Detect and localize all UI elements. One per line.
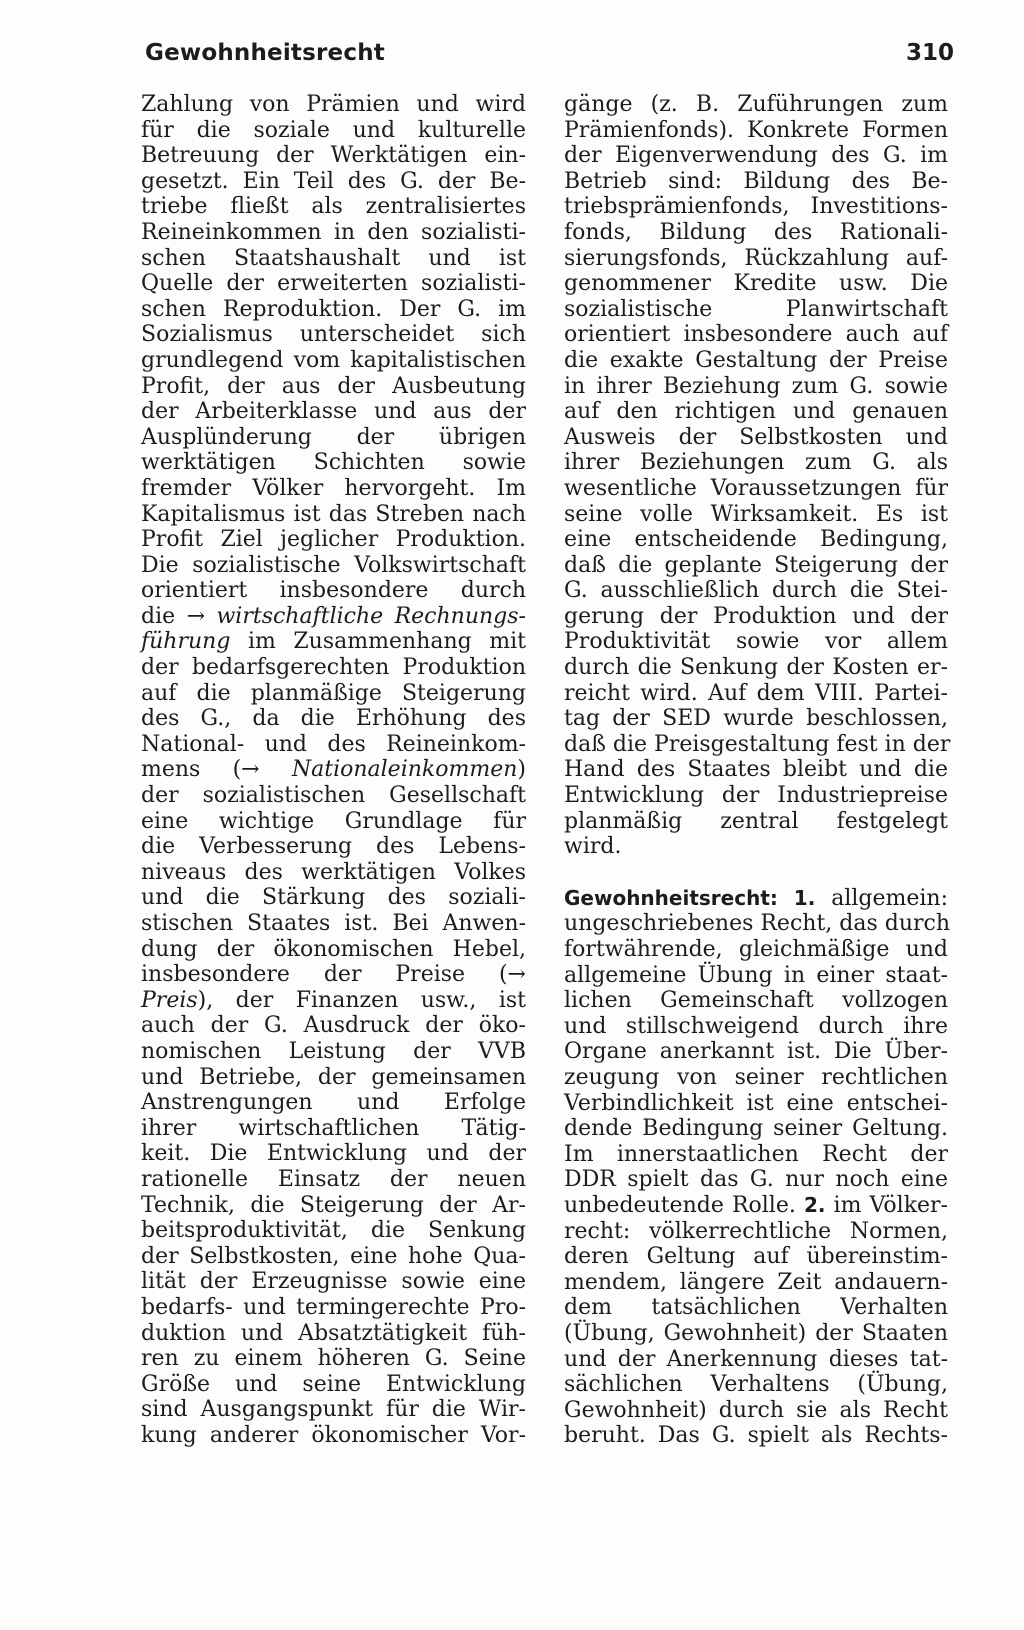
text-line: genommener Kredite usw. Die [564, 271, 948, 297]
text-line: kung anderer ökonomischer Vor- [141, 1422, 526, 1448]
text-line: führung im Zusammenhang mit [141, 629, 526, 655]
text-line: Sozialismus unterscheidet sich [141, 322, 526, 348]
text-line: Die sozialistische Volkswirtschaft [141, 552, 526, 578]
text-line: nomischen Leistung der VVB [141, 1038, 526, 1064]
text-line: auf den richtigen und genauen [564, 399, 948, 425]
page-number: 310 [905, 40, 954, 66]
text-line: gesetzt. Ein Teil des G. der Be- [141, 168, 526, 194]
text-line: Größe und seine Entwicklung [141, 1371, 526, 1397]
text-line: zeugung von seiner rechtlichen [564, 1064, 948, 1090]
cross-reference: führung [141, 629, 231, 655]
text-line: eine wichtige Grundlage für [141, 808, 526, 834]
text-line: stischen Staates ist. Bei Anwen- [141, 911, 526, 936]
text-line: Quelle der erweiterten sozialisti- [141, 271, 526, 297]
text-line: und Betriebe, der gemeinsamen [141, 1064, 526, 1090]
text-line: grundlegend vom kapitalistischen [141, 347, 526, 373]
text-line: niveaus des werktätigen Volkes [141, 859, 526, 885]
text-line: ihrer Beziehungen zum G. als [564, 450, 948, 476]
text-line: Entwicklung der Industriepreise [564, 783, 948, 809]
text-line: Kapitalismus ist das Streben nach [141, 501, 526, 527]
text-line: sind Ausgangspunkt für die Wir- [141, 1397, 526, 1423]
text-line: der bedarfsgerechten Produktion [141, 655, 526, 681]
text-line: lichen Gemeinschaft vollzogen [564, 988, 948, 1014]
text-line: duktion und Absatztätigkeit füh- [141, 1320, 526, 1346]
text-line: reicht wird. Auf dem VIII. Partei- [564, 680, 948, 706]
text-line: Ausweis der Selbstkosten und [564, 424, 948, 450]
text-line: Organe anerkannt ist. Die Über- [564, 1039, 948, 1065]
text-line: daß die geplante Steigerung der [564, 552, 948, 578]
text-line: und stillschweigend durch ihre [564, 1013, 948, 1039]
text-line: die exakte Gestaltung der Preise [564, 347, 948, 373]
text-line: beitsproduktivität, die Senkung [141, 1218, 526, 1244]
text-line: auch der G. Ausdruck der öko- [141, 1013, 526, 1039]
text-line: orientiert insbesondere durch [141, 578, 526, 604]
entry-text-block-a [564, 911, 951, 1193]
text-line: Betreuung der Werktätigen ein- [141, 143, 526, 169]
text-line: (Übung, Gewohnheit) der Staaten [564, 1320, 948, 1346]
text-line: die Verbesserung des Lebens- [141, 834, 526, 860]
left-text-block-c [141, 783, 526, 988]
sense-number: 1. [793, 885, 816, 910]
text-line: gänge (z. B. Zuführungen zum [564, 92, 948, 117]
text-line: planmäßig zentral festgelegt [564, 808, 948, 834]
cross-reference: Preis [141, 987, 198, 1013]
text-line: dem tatsächlichen Verhalten [564, 1295, 948, 1321]
text-line: ihrer wirtschaftlichen Tätig- [141, 1115, 526, 1141]
text-line: Verbindlichkeit ist eine entschei- [564, 1090, 948, 1116]
text-line: und die Stärkung des soziali- [141, 885, 526, 911]
left-text-block-a [141, 92, 526, 604]
text-line: keit. Die Entwicklung und der [141, 1141, 526, 1167]
left-text-block-d [141, 1013, 526, 1448]
left-text-block-b [141, 655, 526, 757]
entry-headword: Gewohnheitsrecht: [564, 885, 778, 910]
text-line: National- und des Reineinkom- [141, 731, 526, 757]
text-line: orientiert insbesondere auch auf [564, 322, 948, 348]
text-line: mendem, längere Zeit andauern- [564, 1269, 948, 1295]
text-line: sierungsfonds, Rückzahlung auf- [564, 245, 948, 271]
text-line: insbesondere der Preise (→ [141, 962, 526, 988]
running-head: Gewohnheitsrecht [145, 40, 385, 66]
text-line: für die soziale und kulturelle [141, 117, 526, 143]
text-line: Ausplünderung der übrigen [141, 424, 526, 450]
text-line: Reineinkommen in den sozialisti- [141, 219, 526, 245]
text-line: beruht. Das G. spielt als Rechts- [564, 1423, 948, 1449]
text-line: Technik, die Steigerung der Ar- [141, 1192, 526, 1218]
page-header [145, 40, 954, 76]
text-line: recht: völkerrechtliche Normen, [564, 1218, 948, 1244]
text-line: fortwährende, gleichmäßige und [564, 937, 948, 962]
left-column [141, 92, 526, 1448]
text-line: Profit Ziel jeglicher Produktion. [141, 527, 526, 553]
text-line: mens (→ Nationaleinkommen) [141, 757, 526, 783]
text-line: dende Bedingung seiner Geltung. [564, 1116, 948, 1142]
text-line: tag der SED wurde beschlossen, [564, 706, 948, 732]
text-line: Preis), der Finanzen usw., ist [141, 987, 526, 1013]
text-line: fremder Völker hervorgeht. Im [141, 475, 526, 501]
text-line: deren Geltung auf übereinstim- [564, 1244, 948, 1270]
text-line: die → wirtschaftliche Rechnungs- [141, 603, 526, 629]
text-line: schen Reproduktion. Der G. im [141, 296, 526, 322]
text-line: bedarfs- und termingerechte Pro- [141, 1294, 526, 1320]
text-line: wird. [564, 834, 622, 860]
text-line: Prämienfonds). Konkrete Formen [564, 117, 948, 143]
text-line: wesentliche Voraussetzungen für [564, 475, 948, 501]
sense-number: 2. [803, 1192, 826, 1217]
right-text-block [564, 92, 951, 860]
text-line: fonds, Bildung des Rationali- [564, 219, 948, 245]
text-line: werktätigen Schichten sowie [141, 450, 526, 476]
text-line: Gewohnheit) durch sie als Recht [564, 1397, 948, 1423]
text-line: seine volle Wirksamkeit. Es ist [564, 501, 948, 527]
text-line: unbedeutende Rolle. 2. im Völker- [564, 1192, 948, 1218]
text-line: in ihrer Beziehung zum G. sowie [564, 373, 948, 399]
text-line: des G., da die Erhöhung des [141, 706, 526, 732]
text-line: sozialistische Planwirtschaft [564, 296, 948, 322]
text-line: der Eigenverwendung des G. im [564, 143, 948, 169]
text-line: eine entscheidende Bedingung, [564, 527, 948, 553]
text-line: DDR spielt das G. nur noch eine [564, 1167, 948, 1193]
cross-reference: wirtschaftliche Rechnungs- [216, 603, 526, 629]
cross-reference: Nationaleinkommen [291, 757, 518, 783]
entry-gap [564, 860, 948, 886]
text-line: ungeschriebenes Recht, das durch [564, 911, 951, 937]
text-line: und der Anerkennung dieses tat- [564, 1346, 948, 1372]
text-line: der Arbeiterklasse und aus der [141, 399, 526, 425]
right-column [564, 92, 951, 1449]
text-line: ren zu einem höheren G. Seine [141, 1346, 526, 1372]
text-line: Zahlung von Prämien und wird [141, 92, 526, 117]
text-line: rationelle Einsatz der neuen [141, 1166, 526, 1192]
entry-first-line: Gewohnheitsrecht: 1. allgemein: [564, 885, 948, 911]
entry-text-block-b [564, 1219, 948, 1449]
text-line: auf die planmäßige Steigerung [141, 680, 526, 706]
text-line: Betrieb sind: Bildung des Be- [564, 168, 948, 194]
text-line: lität der Erzeugnisse sowie eine [141, 1269, 526, 1295]
text-line: sächlichen Verhaltens (Übung, [564, 1372, 948, 1398]
text-line: Produktivität sowie vor allem [564, 629, 948, 655]
text-line: der sozialistischen Gesellschaft [141, 783, 526, 809]
text-line: triebsprämienfonds, Investitions- [564, 194, 948, 220]
text-line: daß die Preisgestaltung fest in der [564, 731, 951, 757]
text-line: allgemeine Übung in einer staat- [564, 962, 948, 988]
text-line: G. ausschließlich durch die Stei- [564, 578, 948, 604]
text-line: gerung der Produktion und der [564, 603, 948, 629]
text-line: der Selbstkosten, eine hohe Qua- [141, 1243, 526, 1269]
text-line: dung der ökonomischen Hebel, [141, 936, 526, 962]
text-line: Profit, der aus der Ausbeutung [141, 373, 526, 399]
text-line: triebe fließt als zentralisiertes [141, 194, 526, 220]
text-line: Im innerstaatlichen Recht der [564, 1141, 948, 1167]
text-line: Anstrengungen und Erfolge [141, 1090, 526, 1116]
text-line: Hand des Staates bleibt und die [564, 757, 948, 783]
text-line: durch die Senkung der Kosten er- [564, 655, 948, 681]
text-line: schen Staatshaushalt und ist [141, 245, 526, 271]
